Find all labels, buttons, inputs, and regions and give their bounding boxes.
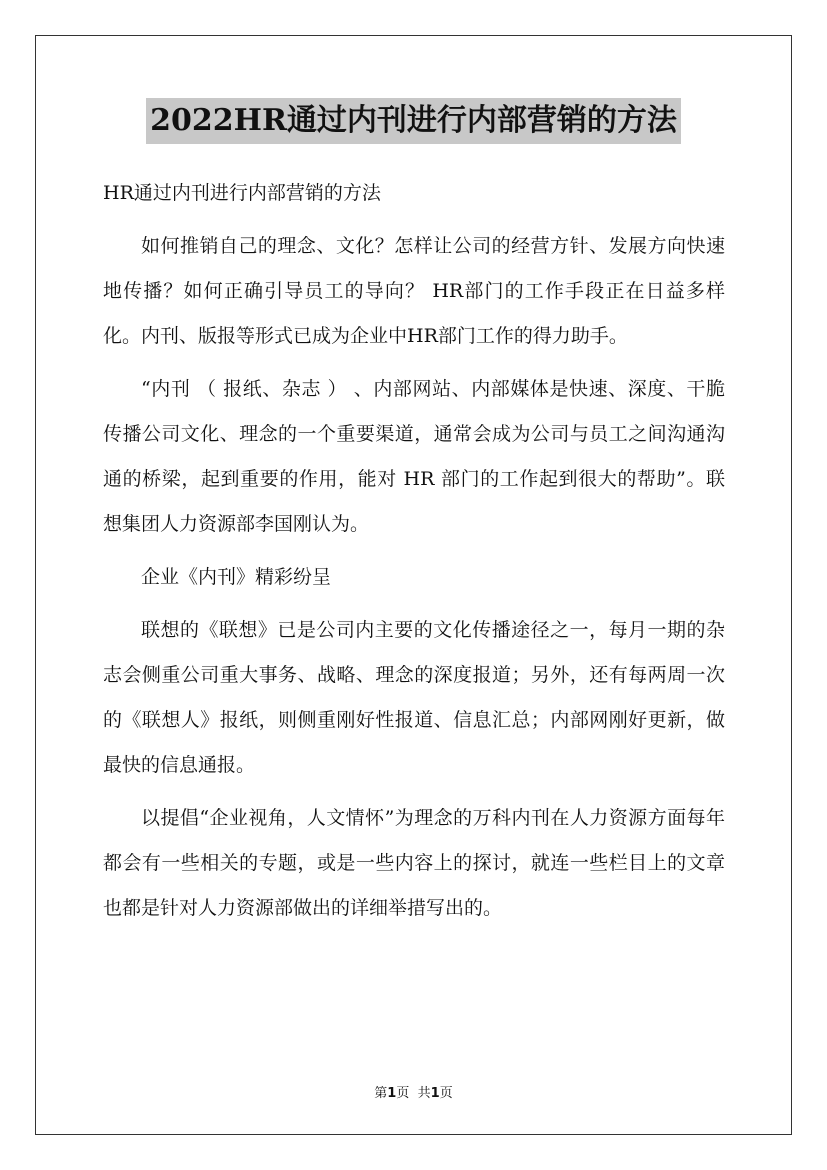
paragraph: “内刊 （ 报纸、杂志 ） 、内部网站、内部媒体是快速、深度、干脆传播公司文化、理念的一个重要渠道，通常会成为公司与员工之间沟通沟通的桥梁，起到重要的作用，能对 HR 部门的工作起到很大的帮助”。联想集团人力资源部李国刚认为。 — [103, 378, 725, 535]
subtitle: HR通过内刊进行内部营销的方法 — [103, 182, 381, 204]
paragraph: 以提倡“企业视角，人文情怀”为理念的万科内刊在人力资源方面每年都会有一些相关的专题，或是一些内容上的探讨，就连一些栏目上的文章也都是针对人力资源部做出的详细举措写出的。 — [103, 807, 725, 919]
document-body — [103, 171, 725, 939]
page-footer — [0, 1082, 827, 1101]
page-prefix: 第 — [374, 1086, 388, 1101]
paragraph: 如何推销自己的理念、文化？怎样让公司的经营方针、发展方向快速地传播？如何正确引导员工的导向？ HR部门的工作手段正在日益多样化。内刊、版报等形式已成为企业中HR部门工作的得力助手。 — [103, 235, 725, 347]
title-container — [0, 98, 827, 144]
total-pages: 1 — [430, 1086, 440, 1101]
document-title: 2022HR通过内刊进行内部营销的方法 — [146, 98, 681, 144]
section-heading: 企业《内刊》精彩纷呈 — [141, 566, 332, 588]
paragraph: 联想的《联想》已是公司内主要的文化传播途径之一，每月一期的杂志会侧重公司重大事务、战略、理念的深度报道；另外，还有每两周一次的《联想人》报纸，则侧重刚好性报道、信息汇总；内部网刚好更新，做最快的信息通报。 — [103, 619, 725, 776]
page-number: 1 — [387, 1086, 397, 1101]
total-prefix: 共 — [417, 1086, 431, 1101]
total-suffix: 页 — [439, 1086, 453, 1101]
page-suffix: 页 — [396, 1086, 410, 1101]
